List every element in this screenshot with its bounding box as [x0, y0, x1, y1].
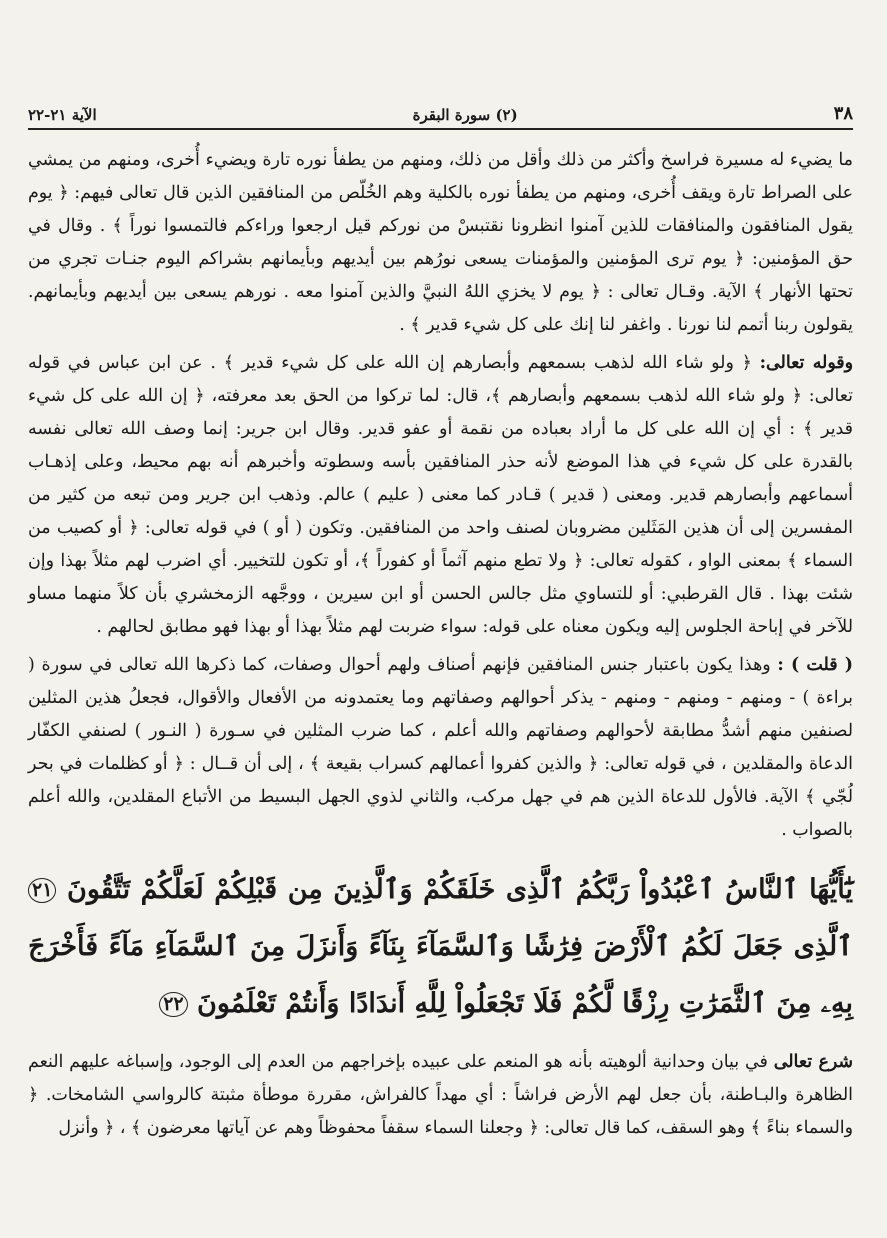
ayah-range: الآية ٢١-٢٢ — [28, 106, 97, 124]
paragraph-1-text: ما يضيء له مسيرة فراسخ وأكثر من ذلك وأقل من ذلك، ومنهم من يطفأ نوره تارة ويضيء أُخرى، ومنهم من يمشي على الصراط تارة ويقف أُخرى، ومنهم من يطفأ نوره بالكلية وهم الخُلّص من المنافقين الذين قال تعالى فيهم: ﴿ يوم يقول المنافقون والمنافقات للذين آمنوا انظرونا نقتبسْ من نوركم قيل ارجعوا وراءكم فالتمسوا نوراً ﴾ . وقال في حق المؤمنين: ﴿ يوم ترى المؤمنين والمؤمنات يسعى نورُهم بين أيديهم وبأيمانهم بشراكم اليوم جنـات تجري من تحتها الأنهار ﴾ الآية. وقـال تعالى : ﴿ يوم لا يخزي اللهُ النبيَّ والذين آمنوا معه . نورهم يسعى بين أيديهم وبأيمانهم. يقولون ربنا أتمم لنا نورنا . واغفر لنا إنك على كل شيء قدير ﴾ . — [28, 150, 853, 335]
paragraph-3 — [28, 649, 853, 847]
paragraph-1 — [28, 144, 853, 342]
paragraph-3-lead: ( قلت ) : — [777, 655, 854, 675]
paragraph-2-text: ﴿ ولو شاء الله لذهب بسمعهم وأبصارهم إن الله على كل شيء قدير ﴾ . عن ابن عباس في قوله تعالى: ﴿ ولو شاء الله لذهب بسمعهم وأبصارهم ﴾، قال: لما تركوا من الحق بعد معرفته، ﴿ إن الله على كل شيء قدير ﴾ : أي إن الله على كل ما أراد بعباده من نقمة أو عفو قدير. وقال ابن جرير: إنما وصف الله تعالى نفسه بالقدرة على كل شيء في هذا الموضع لأنه حذر المنافقين بأسه وسطوته وأخبرهم أنه بهم محيط، وعلى إذهـاب أسماعهم وأبصارهم قدير. ومعنى ( قدير ) قـادر كما معنى ( عليم ) عالم. وذهب ابن جرير ومن تبعه من كثير من المفسرين إلى أن هذين المَثَلين مضروبان لصنف واحد من المنافقين. وتكون ( أو ) في قوله تعالى: ﴿ أو كصيب من السماء ﴾ بمعنى الواو ، كقوله تعالى: ﴿ ولا تطع منهم آثماً أو كفوراً ﴾، أو تكون للتخيير. أي اضرب لهم مثلاً بهذا وإن شئت بهذا . قال القرطبي: أو للتساوي مثل جالس الحسن أو ابن سيرين ، ووجَّهه الزمخشري بأن كلاً منهما مساو للآخر في إباحة الجلوس إليه ويكون معناه على قوله: سواء ضربت لهم مثلاً بهذا أو بهذا فهو مطابق لحالهم . — [28, 353, 853, 637]
verse-22-marker: ٢٢ — [159, 992, 187, 1017]
page-header — [28, 94, 853, 124]
paragraph-3-text: وهذا يكون باعتبار جنس المنافقين فإنهم أصناف ولهم أحوال وصفات، كما ذكرها الله تعالى في سورة ( براءة ) - ومنهم - ومنهم - ومنهم - يذكر أحوالهم وصفاتهم وما يعتمدونه من الأفعال والأقوال، فجعلُ هذين المثلين لصنفين منهم أشدُّ مطابقة لأحوالهم وصفاتهم والله أعلم ، كما ضرب المثلين في سـورة ( النـور ) لصنفي الكفّار الدعاة والمقلدين ، في قوله تعالى: ﴿ والذين كفروا أعمالهم كسراب بقيعة ﴾ ، إلى أن قــال : ﴿ أو كظلمات في بحر لُجّي ﴾ الآية. فالأول للدعاة الذين هم في جهل مركب، والثاني لذوي الجهل البسيط من الأتباع المقلدين، والله أعلم بالصواب . — [28, 655, 853, 840]
verse-21-text: يَٰٓأَيُّهَا ٱلنَّاسُ ٱعْبُدُواْ رَبَّكُمُ ٱلَّذِى خَلَقَكُمْ وَٱلَّذِينَ مِن قَبْلِكُمْ لَعَلَّكُمْ تَتَّقُونَ — [66, 874, 853, 905]
surah-title: (٢) سورة البقرة — [412, 106, 518, 124]
page-number: ٣٨ — [833, 103, 853, 124]
verse-22-text: ٱلَّذِى جَعَلَ لَكُمُ ٱلْأَرْضَ فِرَٰشًا وَٱلسَّمَآءَ بِنَآءً وَأَنزَلَ مِنَ ٱلسَّمَآءِ مَآءً فَأَخْرَجَ بِهِۦ مِنَ ٱلثَّمَرَٰتِ رِزْقًا لَّكُمْ فَلَا تَجْعَلُواْ لِلَّهِ أَندَادًا وَأَنتُمْ تَعْلَمُونَ — [28, 931, 853, 1019]
verse-21-marker: ٢١ — [28, 878, 56, 903]
paragraph-2-lead: وقوله تعالى: — [759, 353, 854, 373]
tafsir-text: في بيان وحدانية ألوهيته بأنه هو المنعم على عبيده بإخراجهم من العدم إلى الوجود، وإسباغه عليهم النعم الظاهرة والبـاطنة، بأن جعل لهم الأرض فراشاً : أي مهداً كالفراش، مقررة موطأة مثبتة كالرواسي الشامخات. ﴿ والسماء بناءً ﴾ وهو السقف، كما قال تعالى: ﴿ وجعلنا السماء سقفاً محفوظاً وهم عن آياتها معرضون ﴾ ، ﴿ وأنزل — [28, 1052, 853, 1138]
paragraph-2 — [28, 347, 853, 644]
tafsir-lead: شرع تعالى — [773, 1052, 854, 1072]
page-body — [28, 144, 853, 1150]
quran-verse-block — [28, 861, 853, 1032]
header-rule — [28, 128, 853, 130]
tafsir-paragraph — [28, 1046, 853, 1145]
